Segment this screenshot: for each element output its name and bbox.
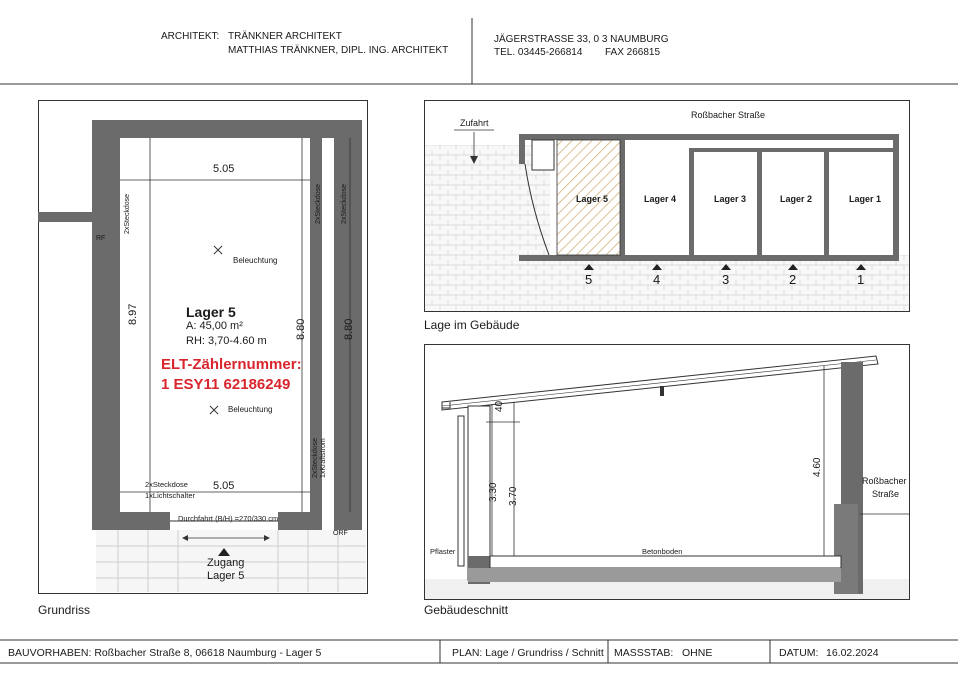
socket-bottom: 2xSteckdose — [145, 480, 188, 489]
architect-address: JÄGERSTRASSE 33, 0 3 NAUMBURG — [494, 34, 669, 45]
unit-label-1: Lager 1 — [849, 194, 882, 204]
dim-height-right: 8.80 — [343, 318, 355, 340]
footer-project: BAUVORHABEN: Roßbacher Straße 8, 06618 Naumburg - Lager 5 — [8, 647, 322, 659]
footer-scale-label: MASSSTAB: — [614, 647, 674, 659]
room-height: RH: 3,70-4.60 m — [186, 335, 267, 347]
unit-num-3: 3 — [722, 272, 730, 287]
section-dim-40: 40 — [494, 400, 505, 412]
section-street-2: Straße — [872, 489, 900, 499]
socket-left-top: 2xSteckdose — [124, 193, 131, 234]
caption-lageplan: Lage im Gebäude — [424, 318, 520, 332]
section-floor: Betonboden — [642, 547, 683, 556]
architect-name: TRÄNKNER ARCHITEKT — [228, 31, 342, 42]
unit-num-1: 1 — [857, 272, 865, 287]
section-drawing — [424, 344, 910, 600]
architect-person: MATTHIAS TRÄNKNER, DIPL. ING. ARCHITEKT — [228, 45, 449, 56]
unit-num-4: 4 — [653, 272, 661, 287]
orf-label: ORF — [333, 530, 348, 537]
section-dim-330: 3.30 — [488, 482, 499, 502]
section-dim-370: 3.70 — [508, 486, 519, 506]
elt-meter-title: ELT-Zählernummer: — [161, 356, 302, 373]
site-street: Roßbacher Straße — [691, 110, 766, 120]
dim-width-top: 5.05 — [213, 163, 235, 175]
section-street-1: Roßbacher — [862, 476, 907, 486]
site-access: Zufahrt — [460, 118, 489, 128]
unit-label-5: Lager 5 — [576, 194, 609, 204]
section-paving: Pflaster — [430, 547, 456, 556]
footer-scale-value: OHNE — [682, 647, 713, 659]
light-label-2: Beleuchtung — [228, 405, 273, 414]
room-name: Lager 5 — [186, 304, 236, 320]
caption-schnitt: Gebäudeschnitt — [424, 603, 509, 617]
power-right-bottom: 1xKraftstrom — [320, 438, 327, 478]
unit-num-2: 2 — [789, 272, 797, 287]
section-dim-460: 4.60 — [812, 457, 823, 477]
light-label-1: Beleuchtung — [233, 256, 278, 265]
unit-label-4: Lager 4 — [644, 194, 677, 204]
caption-grundriss: Grundriss — [38, 603, 91, 617]
elt-meter-number: 1 ESY11 62186249 — [161, 376, 291, 393]
rf-label: RF — [96, 235, 106, 242]
footer-date-label: DATUM: — [779, 647, 819, 659]
site-plan — [424, 100, 910, 312]
entrance-label-2: Lager 5 — [207, 570, 245, 582]
entrance-label-1: Zugang — [207, 557, 245, 569]
unit-label-3: Lager 3 — [714, 194, 747, 204]
architect-fax: FAX 266815 — [605, 47, 661, 58]
dim-height-inner: 8.80 — [295, 318, 307, 340]
room-area: A: 45,00 m² — [186, 320, 243, 332]
footer-plan: PLAN: Lage / Grundriss / Schnitt — [452, 647, 604, 659]
footer-date-value: 16.02.2024 — [826, 647, 879, 659]
unit-label-2: Lager 2 — [780, 194, 813, 204]
socket-right-bottom: 2xSteckdose — [312, 437, 319, 478]
unit-num-5: 5 — [585, 272, 593, 287]
dim-height-left: 8.97 — [127, 303, 139, 325]
architect-phone: TEL. 03445-266814 — [494, 47, 583, 58]
passage-size: Durchfahrt (B/H) =270/330 cm — [178, 514, 279, 523]
socket-right-top-1: 2xSteckdose — [315, 183, 322, 224]
architect-label: ARCHITEKT: — [161, 31, 220, 42]
dim-width-bottom: 5.05 — [213, 480, 235, 492]
switch-bottom: 1xLichtschalter — [145, 491, 196, 500]
socket-right-top-2: 2xSteckdose — [341, 183, 348, 224]
